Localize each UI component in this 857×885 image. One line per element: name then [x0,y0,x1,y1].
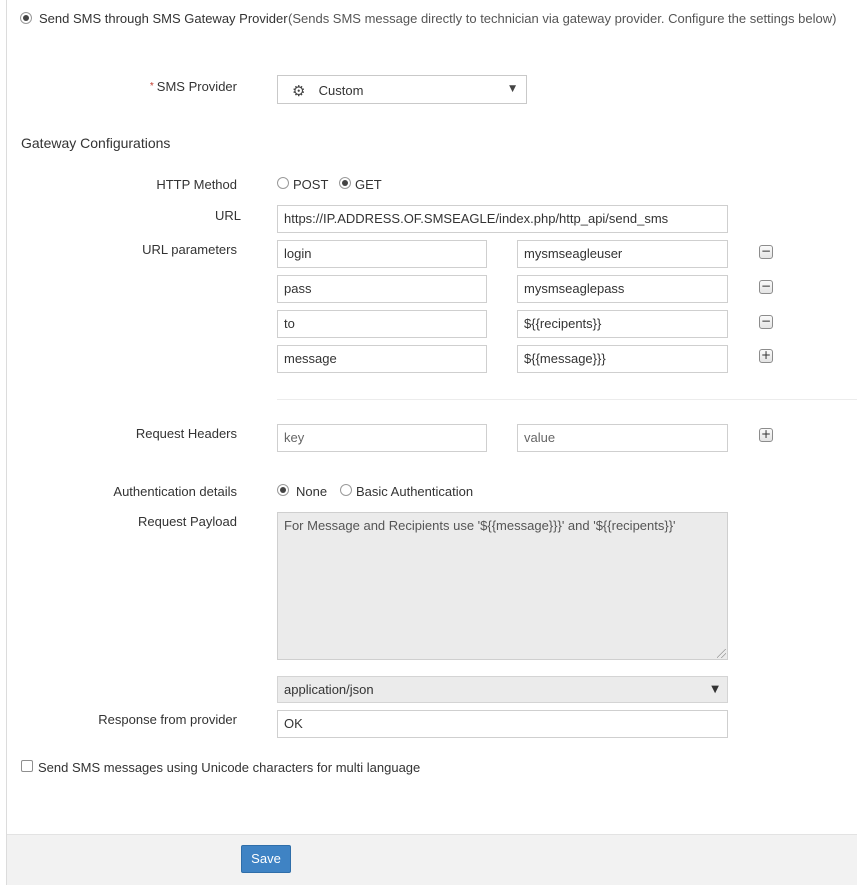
required-mark: * [149,81,154,92]
auth-basic-label: Basic Authentication [356,484,474,499]
sms-provider-label: * SMS Provider [149,79,237,94]
auth-basic-radio[interactable] [340,484,352,496]
request-payload-placeholder: For Message and Recipients use '${{message}}}' and '${{recipents}}' [284,518,676,533]
url-param-value-input[interactable]: ${{recipents}} [517,310,728,338]
unicode-checkbox[interactable] [21,760,33,772]
sms-provider-value: Custom [318,83,364,99]
section-divider [277,399,857,400]
request-headers-label: Request Headers [135,426,237,441]
gateway-configurations-title: Gateway Configurations [21,135,171,151]
http-method-get-label: GET [355,177,382,192]
url-input[interactable]: https://IP.ADDRESS.OF.SMSEAGLE/index.php/http_api/send_sms [277,205,728,233]
url-param-key-input[interactable]: pass [277,275,487,303]
http-method-post-radio[interactable] [277,177,289,189]
url-label: URL [214,208,241,223]
http-method-label: HTTP Method [156,177,237,192]
auth-none-radio[interactable] [277,484,289,496]
url-param-value-input[interactable]: mysmseagleuser [517,240,728,268]
caret-down-icon: ▼ [711,684,719,695]
url-param-key-input[interactable]: to [277,310,487,338]
response-input[interactable]: OK [277,710,728,738]
response-from-provider-label: Response from provider [98,712,237,727]
authentication-details-label: Authentication details [113,484,237,499]
header-value-input[interactable]: value [517,424,728,452]
gear-icon: ⚙ [292,81,306,100]
add-param-button[interactable]: + [760,348,772,362]
url-param-value-input[interactable]: mysmseaglepass [517,275,728,303]
add-header-button[interactable]: + [760,427,772,441]
url-param-key-input[interactable]: login [277,240,487,268]
remove-param-button[interactable]: − [760,279,772,293]
request-payload-label: Request Payload [137,514,237,529]
save-button[interactable]: Save [241,845,291,873]
sms-gateway-option-label: Send SMS through SMS Gateway Provider [39,11,288,26]
url-param-key-input[interactable]: message [277,345,487,373]
remove-param-button[interactable]: − [760,244,772,258]
form-footer [7,834,857,885]
http-method-post-label: POST [293,177,329,192]
header-key-input[interactable]: key [277,424,487,452]
sms-gateway-option-desc: (Sends SMS message directly to technician via gateway provider. Configure the settings below) [288,11,837,26]
sms-provider-select[interactable] [277,75,527,104]
http-method-get-radio[interactable] [339,177,351,189]
auth-none-label: None [296,484,328,499]
content-type-value: application/json [284,682,374,697]
request-payload-textarea[interactable] [277,512,728,660]
url-param-value-input[interactable]: ${{message}}} [517,345,728,373]
unicode-checkbox-label: Send SMS messages using Unicode characters for multi language [38,760,421,775]
content-type-select[interactable] [277,676,728,703]
sms-gateway-radio[interactable] [20,12,32,24]
caret-down-icon: ▼ [509,84,516,94]
remove-param-button[interactable]: − [760,314,772,328]
resize-handle-icon[interactable] [717,649,726,658]
url-parameters-label: URL parameters [142,242,237,257]
